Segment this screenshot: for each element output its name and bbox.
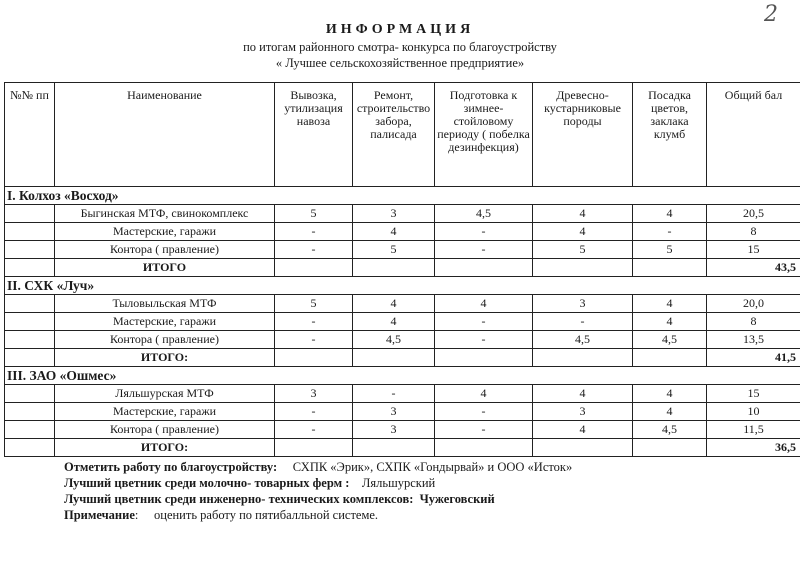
note-best-complex [64, 492, 495, 507]
total-number-cell [5, 349, 55, 367]
note-remark-label: Примечание [64, 508, 135, 522]
total-empty-cell [275, 439, 353, 457]
group-row [5, 277, 800, 295]
note-best-complex-label: Лучший цветник среди инженерно- технических комплексов: [64, 492, 414, 506]
cell-manure: - [275, 331, 353, 349]
row-name-cell: Быгинская МТФ, свинокомплекс [55, 205, 275, 223]
total-number-cell [5, 439, 55, 457]
cell-fence: 4 [353, 313, 435, 331]
cell-trees: 5 [533, 241, 633, 259]
group-title: II. СХК «Луч» [5, 277, 800, 295]
cell-manure: 5 [275, 295, 353, 313]
row-number-cell [5, 421, 55, 439]
cell-trees: 3 [533, 403, 633, 421]
total-empty-cell [275, 349, 353, 367]
total-empty-cell [633, 349, 707, 367]
cell-total-score: 13,5 [707, 331, 800, 349]
group-total-row [5, 259, 800, 277]
cell-manure: - [275, 403, 353, 421]
note-remark-text: оценить работу по пятибалльной системе. [154, 508, 379, 522]
cell-trees: 4 [533, 385, 633, 403]
cell-flowers: 4 [633, 313, 707, 331]
total-number-cell [5, 259, 55, 277]
results-table [4, 82, 800, 457]
header-flowers: Посадка цветов, заклака клумб [633, 83, 707, 187]
cell-winter-prep: 4 [435, 295, 533, 313]
header-manure: Вывозка, утилизация навоза [275, 83, 353, 187]
total-empty-cell [533, 259, 633, 277]
table-row [5, 205, 800, 223]
cell-manure: - [275, 313, 353, 331]
total-empty-cell [353, 349, 435, 367]
document-title: ИНФОРМАЦИЯ [325, 22, 475, 37]
note-best-farm-label: Лучший цветник среди молочно- товарных ферм : [64, 476, 350, 490]
document-subtitle-contest: « Лучшее сельскохозяйственное предприятие» [275, 56, 525, 70]
group-title: III. ЗАО «Ошмес» [5, 367, 800, 385]
cell-manure: 5 [275, 205, 353, 223]
total-empty-cell [435, 439, 533, 457]
cell-winter-prep: - [435, 421, 533, 439]
cell-flowers: 4 [633, 205, 707, 223]
cell-total-score: 15 [707, 241, 800, 259]
cell-fence: 4 [353, 295, 435, 313]
row-name-cell: Контора ( правление) [55, 241, 275, 259]
group-title: I. Колхоз «Восход» [5, 187, 800, 205]
cell-flowers: 4 [633, 295, 707, 313]
group-total-label: ИТОГО: [55, 439, 275, 457]
cell-fence: 3 [353, 421, 435, 439]
group-total-value: 43,5 [707, 259, 800, 277]
cell-fence: 4 [353, 223, 435, 241]
cell-trees: - [533, 313, 633, 331]
cell-fence: - [353, 385, 435, 403]
row-name-cell: Мастерские, гаражи [55, 403, 275, 421]
document-subtitle: по итогам районного смотра- конкурса по благоустройству [243, 40, 557, 54]
row-number-cell [5, 241, 55, 259]
cell-fence: 4,5 [353, 331, 435, 349]
cell-flowers: 5 [633, 241, 707, 259]
note-recognition-label: Отметить работу по благоустройству: [64, 460, 278, 474]
cell-manure: - [275, 421, 353, 439]
cell-total-score: 20,0 [707, 295, 800, 313]
table-row [5, 223, 800, 241]
cell-total-score: 15 [707, 385, 800, 403]
row-name-cell: Мастерские, гаражи [55, 313, 275, 331]
table-row [5, 403, 800, 421]
group-total-row [5, 349, 800, 367]
total-empty-cell [435, 259, 533, 277]
row-number-cell [5, 295, 55, 313]
table-row [5, 313, 800, 331]
group-total-label: ИТОГО [55, 259, 275, 277]
row-name-cell: Контора ( правление) [55, 331, 275, 349]
cell-trees: 4 [533, 421, 633, 439]
cell-manure: 3 [275, 385, 353, 403]
table-row [5, 295, 800, 313]
row-number-cell [5, 223, 55, 241]
group-total-label: ИТОГО: [55, 349, 275, 367]
table-header-row [5, 83, 800, 187]
header-fence: Ремонт, строительство забора, палисада [353, 83, 435, 187]
table-row [5, 385, 800, 403]
row-name-cell: Контора ( правление) [55, 421, 275, 439]
note-best-farm [64, 476, 435, 491]
cell-total-score: 8 [707, 313, 800, 331]
cell-winter-prep: 4 [435, 385, 533, 403]
note-best-complex-text: Чужеговский [419, 492, 495, 506]
total-empty-cell [533, 439, 633, 457]
total-empty-cell [275, 259, 353, 277]
header-trees: Древесно-кустарниковые породы [533, 83, 633, 187]
cell-trees: 4,5 [533, 331, 633, 349]
group-total-value: 41,5 [707, 349, 800, 367]
header-name: Наименование [55, 83, 275, 187]
total-empty-cell [435, 349, 533, 367]
cell-flowers: 4,5 [633, 331, 707, 349]
cell-winter-prep: - [435, 403, 533, 421]
note-best-farm-text: Ляльшурский [361, 476, 436, 490]
cell-total-score: 11,5 [707, 421, 800, 439]
row-number-cell [5, 331, 55, 349]
cell-winter-prep: 4,5 [435, 205, 533, 223]
cell-fence: 3 [353, 403, 435, 421]
table-row [5, 331, 800, 349]
cell-flowers: - [633, 223, 707, 241]
cell-total-score: 10 [707, 403, 800, 421]
total-empty-cell [533, 349, 633, 367]
cell-winter-prep: - [435, 313, 533, 331]
cell-flowers: 4,5 [633, 421, 707, 439]
cell-manure: - [275, 223, 353, 241]
cell-fence: 5 [353, 241, 435, 259]
row-number-cell [5, 385, 55, 403]
note-recognition-text: СХПК «Эрик», СХПК «Гондырвай» и ООО «Исток» [292, 460, 573, 474]
table-row [5, 421, 800, 439]
cell-trees: 3 [533, 295, 633, 313]
group-total-value: 36,5 [707, 439, 800, 457]
row-number-cell [5, 313, 55, 331]
total-empty-cell [353, 259, 435, 277]
note-remark [64, 508, 378, 523]
cell-winter-prep: - [435, 241, 533, 259]
cell-winter-prep: - [435, 331, 533, 349]
row-name-cell: Мастерские, гаражи [55, 223, 275, 241]
row-number-cell [5, 205, 55, 223]
row-number-cell [5, 403, 55, 421]
total-empty-cell [353, 439, 435, 457]
group-row [5, 187, 800, 205]
cell-flowers: 4 [633, 385, 707, 403]
table-row [5, 241, 800, 259]
group-row [5, 367, 800, 385]
header-total-score: Общий бал [707, 83, 800, 187]
cell-trees: 4 [533, 223, 633, 241]
cell-flowers: 4 [633, 403, 707, 421]
total-empty-cell [633, 259, 707, 277]
cell-total-score: 8 [707, 223, 800, 241]
row-name-cell: Тыловыльская МТФ [55, 295, 275, 313]
cell-manure: - [275, 241, 353, 259]
cell-fence: 3 [353, 205, 435, 223]
group-total-row [5, 439, 800, 457]
note-recognition [64, 460, 572, 475]
cell-trees: 4 [533, 205, 633, 223]
row-name-cell: Ляльшурская МТФ [55, 385, 275, 403]
note-remark-colon: : [134, 508, 139, 522]
header-number: №№ пп [5, 83, 55, 187]
cell-winter-prep: - [435, 223, 533, 241]
total-empty-cell [633, 439, 707, 457]
header-winter-prep: Подготовка к зимнее-стойловому периоду ( побелка дезинфекция) [435, 83, 533, 187]
cell-total-score: 20,5 [707, 205, 800, 223]
page-number: 2 [764, 2, 778, 27]
